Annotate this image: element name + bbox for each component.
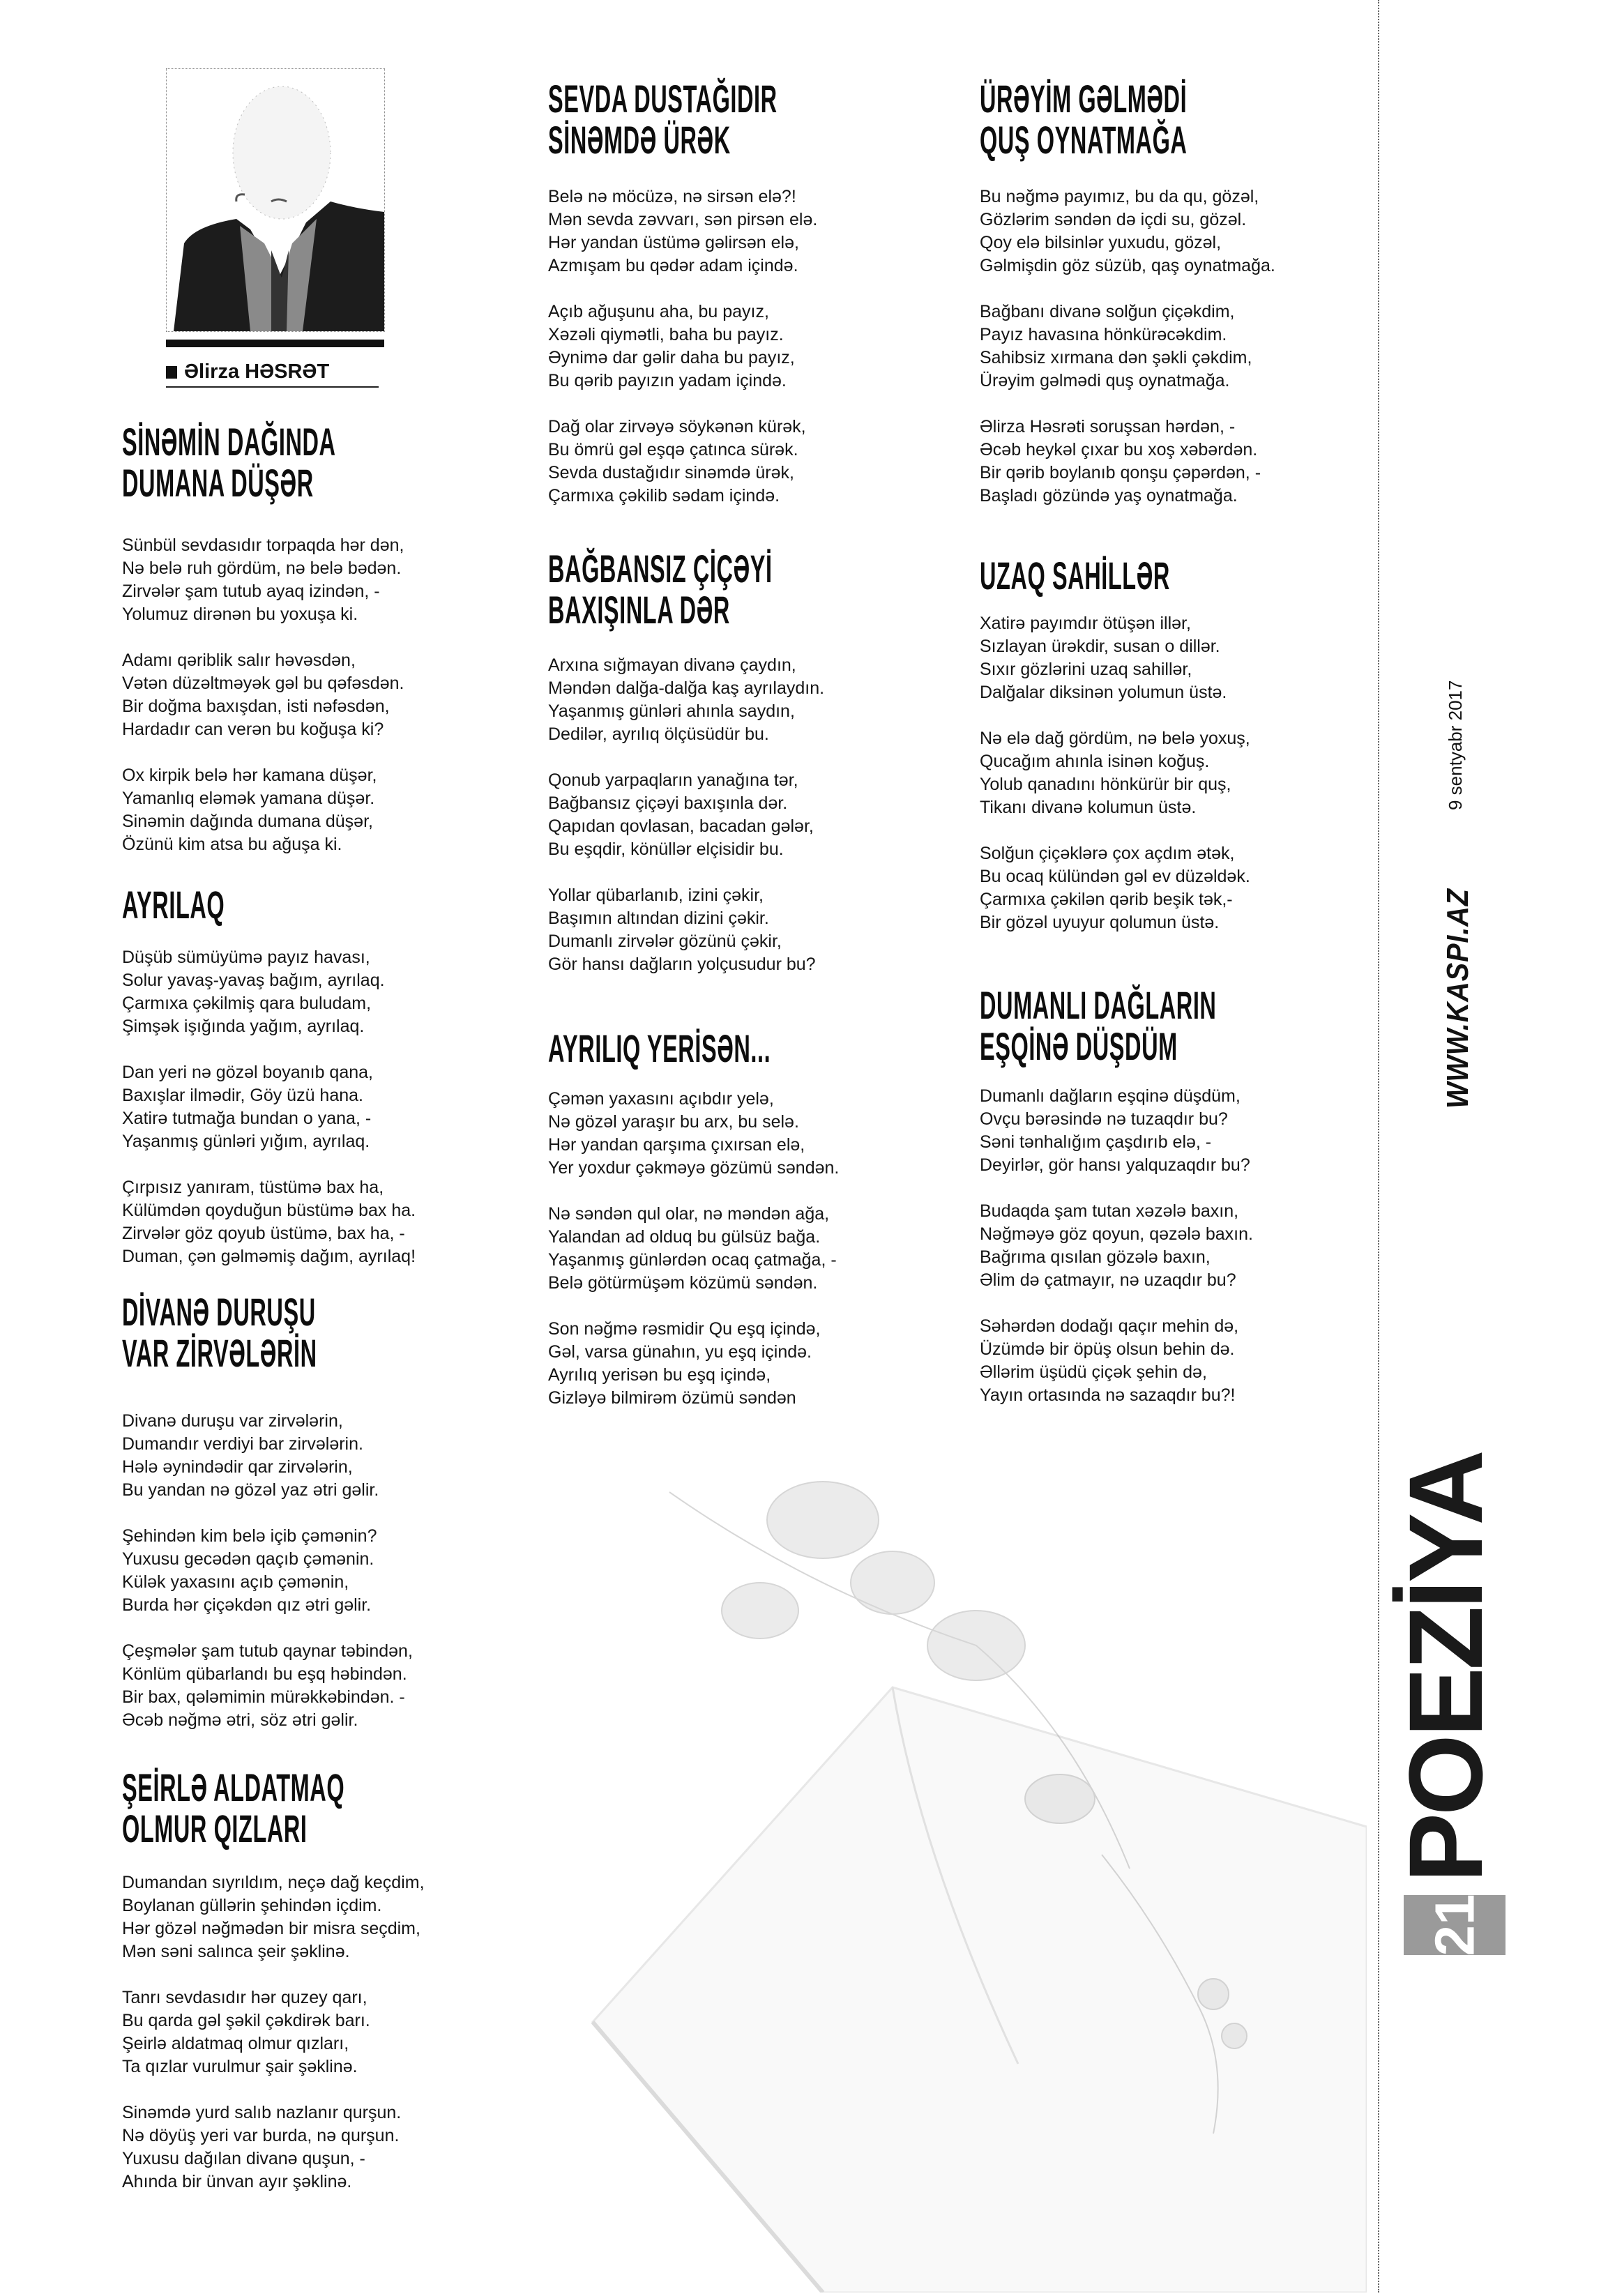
poem-title: SİNƏMİN DAĞINDA DUMANA DÜŞƏR (122, 420, 336, 505)
poem-body (122, 1871, 540, 2217)
stanza: Solğun çiçəklərə çox açdım ətək, Bu ocaq külündən gəl ev düzəldək. Çarmıxa çəkilən qərib beşik tək,- Bir gözəl uyuyur qolumun üstə. (980, 844, 1250, 932)
author-name: Əlirza HƏSRƏT (184, 360, 330, 383)
stanza: Sünbül sevdasıdır torpaqda hər dən, Nə belə ruh gördüm, nə belə bədən. Zirvələr şam tutub ayaq izindən, - Yolumuz dirənən bu yoxuşa ki. (122, 535, 404, 624)
stanza: Xatirə payımdır ötüşən illər, Sızlayan ürəkdir, susan o dillər. Sıxır gözlərini uzaq sahillər, Dalğalar diksinən yolumun üstə. (980, 614, 1227, 702)
poem-body (980, 1085, 1398, 1430)
stanza: Tanrı sevdasıdır hər quzey qarı, Bu qarda gəl şəkil çəkdirək barı. Şeirlə aldatmaq olmur qızları, Ta qızlar vurulmur şair şəklinə. (122, 1988, 370, 2076)
stanza: Belə nə möcüzə, nə sirsən elə?! Mən sevda zəvvarı, sən pirsən elə. Hər yandan üstümə gəlirsən elə, Azmışam bu qədər adam içində. (548, 187, 818, 275)
stanza: Adamı qəriblik salır həvəsdən, Vətən düzəltməyək gəl bu qəfəsdən. Bir doğma baxışdan, isti nəfəsdən, Hardadır can verən bu koğuşa ki? (122, 651, 404, 739)
stanza: Açıb ağuşunu aha, bu payız, Xəzəli qiymətli, baha bu payız. Əynimə dar gəlir daha bu payız, Bu qərib payızın yadam içində. (548, 302, 795, 390)
poem-body (548, 185, 966, 531)
stanza: Səhərdən dodağı qaçır mehin də, Üzümdə bir öpüş olsun behin də. Əllərim üşüdü çiçək şehin də, Yayın ortasında nə sazaqdır bu?! (980, 1316, 1239, 1405)
section-rubric: POEZİYA (1387, 1452, 1504, 1883)
issue-date: 9 sentyabr 2017 (1445, 680, 1466, 810)
stanza: Əlirza Həsrəti soruşsan hərdən, - Əcəb heykəl çıxar bu xoş xəbərdən. Bir qərib boylanıb qonşu çəpərdən, - Başladı gözündə yaş oynatmağa. (980, 417, 1261, 505)
stanza: Dan yeri nə gözəl boyanıb qana, Baxışlar ilmədir, Göy üzü hana. Xatirə tutmağa bundan o yana, - Yaşanmış günləri yığım, ayrılaq. (122, 1063, 373, 1151)
stanza: Son nəğmə rəsmidir Qu eşq içində, Gəl, varsa günahın, yu eşq içində. Ayrılıq yerisən bu eşq içində, Gizləyə bilmirəm özümü səndən (548, 1319, 821, 1408)
poem-title: DİVANƏ DURUŞU VAR ZİRVƏLƏRİN (122, 1290, 317, 1375)
stanza: Nə elə dağ gördüm, nə belə yoxuş, Qucağım ahınla isinən koğuş. Yolub qanadını hönkürür bir quş, Tikanı divanə kolumun üstə. (980, 729, 1250, 817)
stanza: Ox kirpik belə hər kamana düşər, Yamanlıq eləmək yamana düşər. Sinəmin dağında dumana düşər, Özünü kim atsa bu ağuşa ki. (122, 766, 377, 854)
stanza: Bağbanı divanə solğun çiçəkdim, Payız havasına hönkürəcəkdim. Sahibsiz xırmana dən şəkli çəkdim, Ürəyim gəlmədi quş oynatmağa. (980, 302, 1252, 390)
stanza: Düşüb sümüyümə payız havası, Solur yavaş-yavaş bağım, ayrılaq. Çarmıxa çəkilmiş qara buludam, Şimşək işığında yağım, ayrılaq. (122, 948, 385, 1036)
poem-title: ÜRƏYİM GƏLMƏDİ QUŞ OYNATMAĞA (980, 77, 1188, 162)
stanza: Sinəmdə yurd salıb nazlanır qurşun. Nə döyüş yeri var burda, nə qurşun. Yuxusu dağılan divanə quşun, - Ahında bir ünvan ayır şəklinə. (122, 2103, 402, 2191)
poem-body (980, 185, 1398, 531)
poem-body (548, 654, 966, 999)
stanza: Nə səndən qul olar, nə məndən ağa, Yalandan ad olduq bu gülsüz bağa. Yaşanmış günlərdən ocaq çatmağa, - Belə götürmüşəm közümü səndən. (548, 1204, 837, 1293)
stanza: Şehindən kim belə içib çəmənin? Yuxusu gecədən qaçıb çəmənin. Külək yaxasını açıb çəmənin, Burda hər çiçəkdən qız ətri gəlir. (122, 1526, 377, 1615)
portrait-image (167, 69, 384, 331)
byline-underline (166, 386, 379, 388)
poem-title: BAĞBANSIZ ÇİÇƏYİ BAXIŞINLA DƏR (548, 547, 773, 632)
poem-title: SEVDA DUSTAĞIDIR SİNƏMDƏ ÜRƏK (548, 77, 778, 162)
poem-title: AYRILIQ YERİSƏN... (548, 1026, 771, 1070)
poem-title: UZAQ SAHİLLƏR (980, 554, 1170, 598)
square-bullet-icon (166, 366, 177, 379)
stanza: Dağ olar zirvəyə söykənən kürək, Bu ömrü gəl eşqə çatınca sürək. Sevda dustağıdır sinəmdə ürək, Çarmıxa çəkilib sədam içində. (548, 417, 806, 505)
website-url[interactable]: WWW.KASPI.AZ (1441, 888, 1475, 1109)
stanza: Dumandan sıyrıldım, neçə dağ keçdim, Boylanan güllərin şehindən içdim. Hər gözəl nəğmədən bir misra seçdim, Mən səni salınca şeir şəklinə. (122, 1873, 425, 1961)
stanza: Yollar qübarlanıb, izini çəkir, Başımın altından dizini çəkir. Dumanlı zirvələr gözünü çəkir, Gör hansı dağların yolçusudur bu? (548, 885, 816, 974)
poem-body (122, 534, 540, 879)
stanza: Bu nəğmə payımız, bu da qu, gözəl, Gözlərim səndən də içdi su, gözəl. Qoy elə bilsinlər yuxudu, gözəl, Gəlmişdin göz süzüb, qaş oynatmağa. (980, 187, 1275, 275)
page-number: 21 (1423, 1894, 1485, 1956)
stanza: Çeşmələr şam tutub qaynar təbindən, Könlüm qübarlandı bu eşq həbindən. Bir bax, qələmimin mürəkkəbindən. - Əcəb nəğmə ətri, söz ətri gəlir. (122, 1641, 413, 1730)
page-number-box (1404, 1895, 1505, 1955)
poem-title: DUMANLI DAĞLARIN EŞQİNƏ DÜŞDÜM (980, 983, 1217, 1068)
margin-dotted-rule (1378, 0, 1379, 2293)
stanza: Qonub yarpaqların yanağına tər, Bağbansız çiçəyi baxışınla dər. Qapıdan qovlasan, bacadan gələr, Bu eşqdir, könüllər elçisidir bu. (548, 770, 814, 859)
poem-title: AYRILAQ (122, 883, 225, 927)
author-photo (166, 68, 385, 332)
stanza: Budaqda şam tutan xəzələ baxın, Nəğməyə göz qoyun, qəzələ baxın. Bağrıma qısılan gözələ baxın, Əlim də çatmayır, nə uzaqdır bu? (980, 1201, 1253, 1290)
author-byline (166, 360, 329, 383)
poem-body (122, 1410, 540, 1755)
poem-body (980, 612, 1398, 957)
flowers-book-illustration (530, 1436, 1367, 2293)
stanza: Dumanlı dağların eşqinə düşdüm, Ovçu bərəsində nə tuzaqdır bu? Səni tənhalığım çaşdırıb elə, - Deyirlər, gör hansı yalquzaqdır bu? (980, 1086, 1250, 1175)
poem-title: ŞEİRLƏ ALDATMAQ OLMUR QIZLARI (122, 1765, 345, 1850)
stanza: Çəmən yaxasını açıbdır yelə, Nə gözəl yaraşır bu arx, bu selə. Hər yandan qarşıma çıxırsan elə, Yer yoxdur çəkməyə gözümü səndən. (548, 1089, 840, 1178)
poem-body (548, 1088, 966, 1433)
stanza: Çırpısız yanıram, tüstümə bax ha, Külümdən qoyduğun büstümə bax ha. Zirvələr göz qoyub üstümə, bax ha, - Duman, çən gəlməmiş dağım, ayrılaq! (122, 1178, 416, 1266)
poem-body (122, 946, 540, 1291)
author-bar-divider (166, 340, 384, 347)
stanza: Divanə duruşu var zirvələrin, Dumandır verdiyi bar zirvələrin. Hələ əynindədir qar zirvələrin, Bu yandan nə gözəl yaz ətri gəlir. (122, 1411, 379, 1500)
stanza: Arxına sığmayan divanə çaydın, Məndən dalğa-dalğa kaş ayrılaydın. Yaşanmış günləri ahınla saydın, Dedilər, ayrılıq ölçüsüdür bu. (548, 655, 825, 744)
